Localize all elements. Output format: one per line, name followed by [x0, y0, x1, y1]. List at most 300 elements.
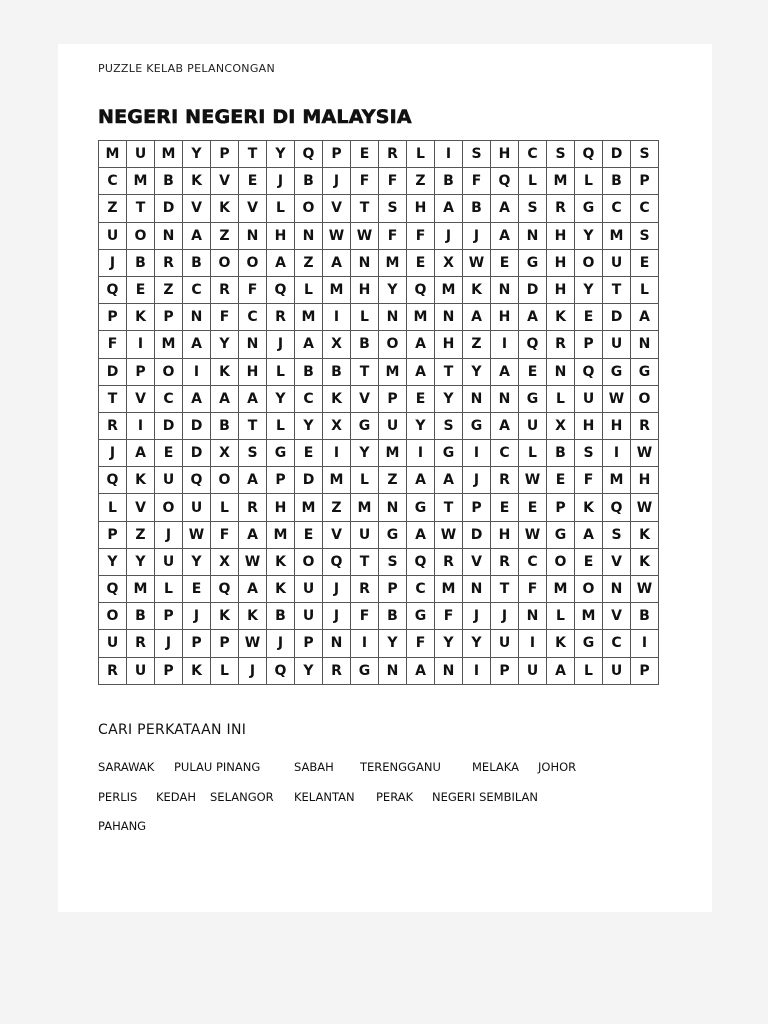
grid-cell[interactable]: A [323, 249, 351, 276]
grid-cell[interactable]: G [435, 440, 463, 467]
grid-cell[interactable]: E [519, 494, 547, 521]
grid-cell[interactable]: M [127, 168, 155, 195]
grid-cell[interactable]: D [99, 358, 127, 385]
grid-cell[interactable]: F [407, 630, 435, 657]
grid-cell[interactable]: F [379, 168, 407, 195]
grid-cell[interactable]: G [407, 494, 435, 521]
grid-cell[interactable]: Q [99, 576, 127, 603]
grid-cell[interactable]: E [351, 141, 379, 168]
grid-cell[interactable]: P [99, 521, 127, 548]
grid-cell[interactable]: E [519, 358, 547, 385]
grid-cell[interactable]: F [463, 168, 491, 195]
grid-cell[interactable]: H [631, 467, 659, 494]
grid-cell[interactable]: B [127, 249, 155, 276]
grid-cell[interactable]: U [183, 494, 211, 521]
grid-cell[interactable]: F [239, 276, 267, 303]
grid-cell[interactable]: Z [211, 222, 239, 249]
grid-cell[interactable]: A [407, 331, 435, 358]
grid-cell[interactable]: H [407, 195, 435, 222]
grid-cell[interactable]: T [603, 276, 631, 303]
grid-cell[interactable]: M [603, 222, 631, 249]
grid-cell[interactable]: B [435, 168, 463, 195]
grid-cell[interactable]: U [575, 385, 603, 412]
grid-cell[interactable]: G [575, 630, 603, 657]
grid-cell[interactable]: O [631, 385, 659, 412]
grid-cell[interactable]: A [407, 521, 435, 548]
grid-cell[interactable]: M [407, 304, 435, 331]
grid-cell[interactable]: R [99, 657, 127, 684]
grid-cell[interactable]: V [183, 195, 211, 222]
grid-cell[interactable]: J [435, 222, 463, 249]
grid-cell[interactable]: A [183, 222, 211, 249]
grid-cell[interactable]: P [183, 630, 211, 657]
grid-cell[interactable]: C [631, 195, 659, 222]
grid-cell[interactable]: W [183, 521, 211, 548]
grid-cell[interactable]: E [547, 467, 575, 494]
grid-cell[interactable]: Y [99, 548, 127, 575]
grid-cell[interactable]: A [575, 521, 603, 548]
grid-cell[interactable]: M [575, 603, 603, 630]
grid-cell[interactable]: Q [575, 141, 603, 168]
grid-cell[interactable]: B [323, 358, 351, 385]
grid-cell[interactable]: O [99, 603, 127, 630]
grid-cell[interactable]: U [351, 521, 379, 548]
grid-cell[interactable]: H [547, 222, 575, 249]
grid-cell[interactable]: U [603, 657, 631, 684]
grid-cell[interactable]: W [631, 440, 659, 467]
grid-cell[interactable]: J [323, 576, 351, 603]
grid-cell[interactable]: K [323, 385, 351, 412]
grid-cell[interactable]: V [239, 195, 267, 222]
grid-cell[interactable]: B [155, 168, 183, 195]
grid-cell[interactable]: J [183, 603, 211, 630]
grid-cell[interactable]: R [99, 412, 127, 439]
grid-cell[interactable]: R [491, 548, 519, 575]
grid-cell[interactable]: Y [295, 657, 323, 684]
grid-cell[interactable]: P [155, 603, 183, 630]
grid-cell[interactable]: L [407, 141, 435, 168]
grid-cell[interactable]: N [631, 331, 659, 358]
grid-cell[interactable]: Q [323, 548, 351, 575]
grid-cell[interactable]: G [351, 657, 379, 684]
grid-cell[interactable]: C [183, 276, 211, 303]
grid-cell[interactable]: E [295, 440, 323, 467]
grid-cell[interactable]: U [127, 657, 155, 684]
grid-cell[interactable]: S [379, 548, 407, 575]
grid-cell[interactable]: T [351, 548, 379, 575]
grid-cell[interactable]: U [295, 576, 323, 603]
grid-cell[interactable]: J [155, 521, 183, 548]
grid-cell[interactable]: A [435, 467, 463, 494]
grid-cell[interactable]: U [127, 141, 155, 168]
grid-cell[interactable]: Y [295, 412, 323, 439]
grid-cell[interactable]: O [211, 467, 239, 494]
grid-cell[interactable]: W [435, 521, 463, 548]
grid-cell[interactable]: O [155, 494, 183, 521]
grid-cell[interactable]: P [155, 304, 183, 331]
grid-cell[interactable]: L [211, 657, 239, 684]
grid-cell[interactable]: Y [127, 548, 155, 575]
grid-cell[interactable]: A [183, 331, 211, 358]
grid-cell[interactable]: D [603, 141, 631, 168]
grid-cell[interactable]: M [155, 141, 183, 168]
grid-cell[interactable]: J [323, 603, 351, 630]
grid-cell[interactable]: P [575, 331, 603, 358]
grid-cell[interactable]: I [323, 440, 351, 467]
grid-cell[interactable]: H [491, 521, 519, 548]
grid-cell[interactable]: O [211, 249, 239, 276]
grid-cell[interactable]: C [603, 195, 631, 222]
grid-cell[interactable]: G [547, 521, 575, 548]
grid-cell[interactable]: U [519, 657, 547, 684]
grid-cell[interactable]: O [295, 548, 323, 575]
grid-cell[interactable]: S [435, 412, 463, 439]
grid-cell[interactable]: K [631, 548, 659, 575]
grid-cell[interactable]: C [519, 548, 547, 575]
grid-cell[interactable]: A [491, 222, 519, 249]
grid-cell[interactable]: G [519, 385, 547, 412]
grid-cell[interactable]: N [463, 576, 491, 603]
grid-cell[interactable]: Y [379, 630, 407, 657]
grid-cell[interactable]: O [239, 249, 267, 276]
grid-cell[interactable]: P [463, 494, 491, 521]
grid-cell[interactable]: D [155, 412, 183, 439]
grid-cell[interactable]: H [603, 412, 631, 439]
grid-cell[interactable]: F [351, 168, 379, 195]
grid-cell[interactable]: L [267, 358, 295, 385]
grid-cell[interactable]: J [463, 467, 491, 494]
grid-cell[interactable]: J [323, 168, 351, 195]
grid-cell[interactable]: M [379, 358, 407, 385]
grid-cell[interactable]: T [435, 494, 463, 521]
grid-cell[interactable]: E [155, 440, 183, 467]
grid-cell[interactable]: B [631, 603, 659, 630]
grid-cell[interactable]: J [267, 331, 295, 358]
grid-cell[interactable]: P [631, 168, 659, 195]
grid-cell[interactable]: H [267, 494, 295, 521]
grid-cell[interactable]: D [463, 521, 491, 548]
grid-cell[interactable]: T [239, 141, 267, 168]
grid-cell[interactable]: A [239, 385, 267, 412]
grid-cell[interactable]: X [547, 412, 575, 439]
grid-cell[interactable]: M [379, 249, 407, 276]
grid-cell[interactable]: K [211, 603, 239, 630]
grid-cell[interactable]: S [631, 222, 659, 249]
grid-cell[interactable]: N [547, 358, 575, 385]
grid-cell[interactable]: H [351, 276, 379, 303]
grid-cell[interactable]: X [211, 548, 239, 575]
grid-cell[interactable]: D [519, 276, 547, 303]
grid-cell[interactable]: F [211, 521, 239, 548]
grid-cell[interactable]: T [351, 195, 379, 222]
grid-cell[interactable]: L [267, 195, 295, 222]
grid-cell[interactable]: S [547, 141, 575, 168]
grid-cell[interactable]: C [99, 168, 127, 195]
grid-cell[interactable]: P [547, 494, 575, 521]
grid-cell[interactable]: K [127, 304, 155, 331]
grid-cell[interactable]: Y [463, 630, 491, 657]
grid-cell[interactable]: P [267, 467, 295, 494]
grid-cell[interactable]: Z [99, 195, 127, 222]
grid-cell[interactable]: Q [99, 276, 127, 303]
grid-cell[interactable]: K [183, 657, 211, 684]
grid-cell[interactable]: L [631, 276, 659, 303]
grid-cell[interactable]: Y [435, 630, 463, 657]
grid-cell[interactable]: P [211, 141, 239, 168]
grid-cell[interactable]: H [575, 412, 603, 439]
grid-cell[interactable]: N [463, 385, 491, 412]
grid-cell[interactable]: O [575, 249, 603, 276]
grid-cell[interactable]: I [127, 331, 155, 358]
grid-cell[interactable]: N [491, 276, 519, 303]
grid-cell[interactable]: L [99, 494, 127, 521]
grid-cell[interactable]: E [239, 168, 267, 195]
grid-cell[interactable]: A [407, 467, 435, 494]
grid-cell[interactable]: Y [463, 358, 491, 385]
grid-cell[interactable]: T [351, 358, 379, 385]
grid-cell[interactable]: C [491, 440, 519, 467]
grid-cell[interactable]: B [295, 168, 323, 195]
grid-cell[interactable]: S [239, 440, 267, 467]
grid-cell[interactable]: M [323, 276, 351, 303]
grid-cell[interactable]: G [267, 440, 295, 467]
grid-cell[interactable]: R [351, 576, 379, 603]
grid-cell[interactable]: Y [211, 331, 239, 358]
grid-cell[interactable]: M [435, 576, 463, 603]
grid-cell[interactable]: M [323, 467, 351, 494]
grid-cell[interactable]: W [239, 630, 267, 657]
grid-cell[interactable]: L [351, 467, 379, 494]
grid-cell[interactable]: A [631, 304, 659, 331]
grid-cell[interactable]: Z [463, 331, 491, 358]
grid-cell[interactable]: A [407, 657, 435, 684]
grid-cell[interactable]: E [127, 276, 155, 303]
grid-cell[interactable]: U [491, 630, 519, 657]
grid-cell[interactable]: E [491, 494, 519, 521]
grid-cell[interactable]: X [435, 249, 463, 276]
grid-cell[interactable]: S [603, 521, 631, 548]
grid-cell[interactable]: R [267, 304, 295, 331]
grid-cell[interactable]: U [99, 630, 127, 657]
grid-cell[interactable]: I [631, 630, 659, 657]
grid-cell[interactable]: P [379, 576, 407, 603]
grid-cell[interactable]: A [183, 385, 211, 412]
grid-cell[interactable]: R [239, 494, 267, 521]
grid-cell[interactable]: M [547, 168, 575, 195]
grid-cell[interactable]: Z [127, 521, 155, 548]
grid-cell[interactable]: D [603, 304, 631, 331]
grid-cell[interactable]: O [127, 222, 155, 249]
grid-cell[interactable]: B [379, 603, 407, 630]
grid-cell[interactable]: N [239, 331, 267, 358]
grid-cell[interactable]: Y [351, 440, 379, 467]
grid-cell[interactable]: F [351, 603, 379, 630]
grid-cell[interactable]: T [435, 358, 463, 385]
grid-cell[interactable]: N [519, 603, 547, 630]
grid-cell[interactable]: X [323, 331, 351, 358]
grid-cell[interactable]: L [295, 276, 323, 303]
grid-cell[interactable]: R [155, 249, 183, 276]
grid-cell[interactable]: J [267, 168, 295, 195]
grid-cell[interactable]: B [295, 358, 323, 385]
grid-cell[interactable]: Q [99, 467, 127, 494]
grid-cell[interactable]: Q [267, 276, 295, 303]
grid-cell[interactable]: N [435, 304, 463, 331]
grid-cell[interactable]: I [463, 657, 491, 684]
grid-cell[interactable]: B [603, 168, 631, 195]
grid-cell[interactable]: A [239, 576, 267, 603]
grid-cell[interactable]: K [547, 304, 575, 331]
grid-cell[interactable]: F [379, 222, 407, 249]
grid-cell[interactable]: N [155, 222, 183, 249]
grid-cell[interactable]: B [211, 412, 239, 439]
grid-cell[interactable]: L [547, 385, 575, 412]
grid-cell[interactable]: Z [323, 494, 351, 521]
grid-cell[interactable]: C [295, 385, 323, 412]
grid-cell[interactable]: R [127, 630, 155, 657]
grid-cell[interactable]: U [603, 249, 631, 276]
grid-cell[interactable]: H [491, 304, 519, 331]
grid-cell[interactable]: G [351, 412, 379, 439]
grid-cell[interactable]: P [491, 657, 519, 684]
grid-cell[interactable]: H [435, 331, 463, 358]
grid-cell[interactable]: Q [407, 548, 435, 575]
grid-cell[interactable]: Y [575, 222, 603, 249]
grid-cell[interactable]: J [463, 603, 491, 630]
grid-cell[interactable]: N [379, 657, 407, 684]
grid-cell[interactable]: R [547, 331, 575, 358]
grid-cell[interactable]: I [127, 412, 155, 439]
grid-cell[interactable]: F [211, 304, 239, 331]
grid-cell[interactable]: G [463, 412, 491, 439]
grid-cell[interactable]: F [519, 576, 547, 603]
grid-cell[interactable]: E [295, 521, 323, 548]
grid-cell[interactable]: K [127, 467, 155, 494]
grid-cell[interactable]: H [491, 141, 519, 168]
grid-cell[interactable]: R [379, 141, 407, 168]
grid-cell[interactable]: D [183, 440, 211, 467]
grid-cell[interactable]: M [603, 467, 631, 494]
grid-cell[interactable]: Y [267, 141, 295, 168]
grid-cell[interactable]: L [267, 412, 295, 439]
grid-cell[interactable]: Q [407, 276, 435, 303]
grid-cell[interactable]: C [407, 576, 435, 603]
grid-cell[interactable]: I [351, 630, 379, 657]
grid-cell[interactable]: O [295, 195, 323, 222]
grid-cell[interactable]: P [379, 385, 407, 412]
grid-cell[interactable]: N [239, 222, 267, 249]
grid-cell[interactable]: V [127, 494, 155, 521]
grid-cell[interactable]: A [407, 358, 435, 385]
grid-cell[interactable]: U [155, 467, 183, 494]
grid-cell[interactable]: M [547, 576, 575, 603]
grid-cell[interactable]: G [407, 603, 435, 630]
grid-cell[interactable]: M [127, 576, 155, 603]
grid-cell[interactable]: G [379, 521, 407, 548]
grid-cell[interactable]: U [99, 222, 127, 249]
grid-cell[interactable]: K [267, 548, 295, 575]
grid-cell[interactable]: L [519, 168, 547, 195]
grid-cell[interactable]: U [295, 603, 323, 630]
grid-cell[interactable]: P [99, 304, 127, 331]
grid-cell[interactable]: M [435, 276, 463, 303]
grid-cell[interactable]: R [211, 276, 239, 303]
grid-cell[interactable]: L [211, 494, 239, 521]
grid-cell[interactable]: Q [603, 494, 631, 521]
grid-cell[interactable]: N [295, 222, 323, 249]
grid-cell[interactable]: K [547, 630, 575, 657]
grid-cell[interactable]: P [127, 358, 155, 385]
grid-cell[interactable]: F [435, 603, 463, 630]
grid-cell[interactable]: W [351, 222, 379, 249]
grid-cell[interactable]: U [603, 331, 631, 358]
grid-cell[interactable]: V [603, 548, 631, 575]
grid-cell[interactable]: J [239, 657, 267, 684]
grid-cell[interactable]: A [491, 358, 519, 385]
grid-cell[interactable]: D [155, 195, 183, 222]
grid-cell[interactable]: Z [155, 276, 183, 303]
grid-cell[interactable]: L [519, 440, 547, 467]
grid-cell[interactable]: P [295, 630, 323, 657]
grid-cell[interactable]: B [351, 331, 379, 358]
grid-cell[interactable]: B [127, 603, 155, 630]
grid-cell[interactable]: N [519, 222, 547, 249]
grid-cell[interactable]: C [603, 630, 631, 657]
grid-cell[interactable]: O [575, 576, 603, 603]
grid-cell[interactable]: N [323, 630, 351, 657]
grid-cell[interactable]: H [239, 358, 267, 385]
grid-cell[interactable]: I [491, 331, 519, 358]
grid-cell[interactable]: W [631, 576, 659, 603]
grid-cell[interactable]: W [323, 222, 351, 249]
grid-cell[interactable]: P [155, 657, 183, 684]
grid-cell[interactable]: N [379, 494, 407, 521]
grid-cell[interactable]: A [547, 657, 575, 684]
grid-cell[interactable]: V [603, 603, 631, 630]
grid-cell[interactable]: Q [519, 331, 547, 358]
grid-cell[interactable]: Z [295, 249, 323, 276]
grid-cell[interactable]: E [407, 249, 435, 276]
grid-cell[interactable]: U [379, 412, 407, 439]
grid-cell[interactable]: T [127, 195, 155, 222]
grid-cell[interactable]: O [547, 548, 575, 575]
grid-cell[interactable]: M [155, 331, 183, 358]
grid-cell[interactable]: D [295, 467, 323, 494]
grid-cell[interactable]: G [603, 358, 631, 385]
grid-cell[interactable]: O [379, 331, 407, 358]
grid-cell[interactable]: C [519, 141, 547, 168]
grid-cell[interactable]: V [351, 385, 379, 412]
grid-cell[interactable]: V [127, 385, 155, 412]
grid-cell[interactable]: B [463, 195, 491, 222]
grid-cell[interactable]: V [211, 168, 239, 195]
grid-cell[interactable]: B [547, 440, 575, 467]
grid-cell[interactable]: T [239, 412, 267, 439]
grid-cell[interactable]: J [99, 249, 127, 276]
grid-cell[interactable]: S [519, 195, 547, 222]
grid-cell[interactable]: A [435, 195, 463, 222]
grid-cell[interactable]: E [183, 576, 211, 603]
grid-cell[interactable]: H [547, 249, 575, 276]
grid-cell[interactable]: E [631, 249, 659, 276]
grid-cell[interactable]: J [99, 440, 127, 467]
grid-cell[interactable]: R [631, 412, 659, 439]
grid-cell[interactable]: M [351, 494, 379, 521]
grid-cell[interactable]: Y [575, 276, 603, 303]
grid-cell[interactable]: L [155, 576, 183, 603]
grid-cell[interactable]: N [183, 304, 211, 331]
grid-cell[interactable]: N [351, 249, 379, 276]
